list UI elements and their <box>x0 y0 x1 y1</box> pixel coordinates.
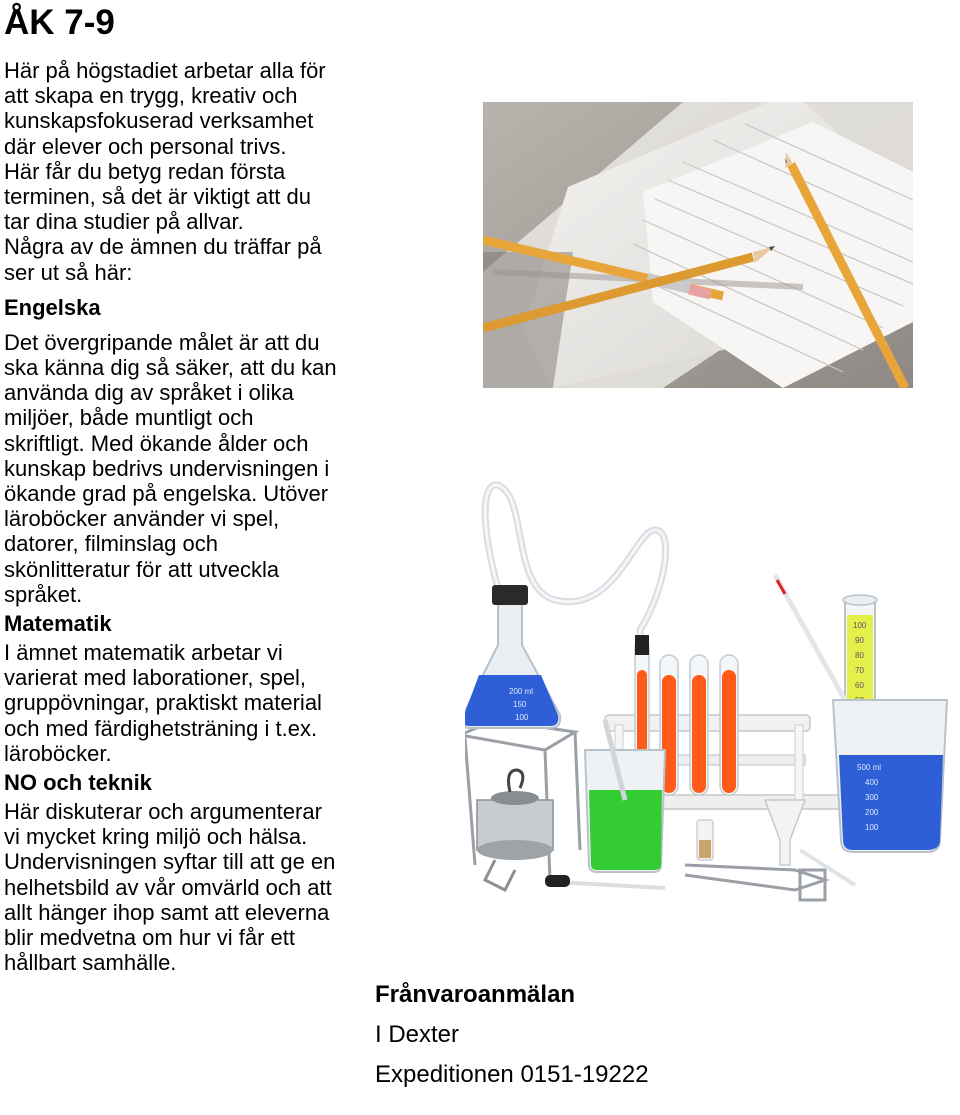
flask-mark-2: 150 <box>513 700 527 709</box>
subject-heading-science: NO och teknik <box>4 770 152 796</box>
subject-text-science-1: Här diskuterar och argumenterar vi mycket kring miljö och hälsa. <box>4 799 322 850</box>
intro-paragraph-3: Några av de ämnen du träffar på ser ut så här: <box>4 234 322 285</box>
cylinder-mark-100: 100 <box>853 621 867 630</box>
page-title: ÅK 7-9 <box>4 3 115 42</box>
beaker-mark-400: 400 <box>865 778 879 787</box>
flask-mark-1: 200 ml <box>509 687 534 696</box>
absence-contact <box>375 975 795 1095</box>
beaker-mark-200: 200 <box>865 808 879 817</box>
beaker-mark-500: 500 ml <box>857 763 882 772</box>
subject-heading-math: Matematik <box>4 611 112 637</box>
subject-text-english: Det övergripande målet är att du ska känna dig så säker, att du kan använda dig av språket i olika miljöer, både muntligt och skriftligt. Med ökande ålder och kunskap bedrivs undervisningen i ökande grad på engelska. Utöver läroböcker använder vi spel, datorer, filminslag och skönlitteratur för att utveckla språket. <box>4 329 337 607</box>
beaker-mark-100: 100 <box>865 823 879 832</box>
beaker-mark-300: 300 <box>865 793 879 802</box>
cylinder-mark-90: 90 <box>855 636 864 645</box>
photo-paper-pencils <box>483 102 913 388</box>
flask-mark-3: 100 <box>515 713 529 722</box>
main-text-column <box>4 58 339 976</box>
intro-paragraph-1: Här på högstadiet arbetar alla för att skapa en trygg, kreativ och kunskapsfokuserad verksamhet där elever och personal trivs. <box>4 58 326 159</box>
contact-line-dexter: I Dexter <box>375 1021 460 1048</box>
cylinder-mark-60: 60 <box>855 681 864 690</box>
subject-text-math: I ämnet matematik arbetar vi varierat med laborationer, spel, gruppövningar, praktiskt material och med färdighetsträning i t.ex. läroböcker. <box>4 640 322 766</box>
subject-text-science-2: Undervisningen syftar till att ge en helhetsbild av vår omvärld och att allt hänger ihop samt att eleverna blir medvetna om hur vi får ett hållbart samhälle. <box>4 849 336 976</box>
contact-line-office-phone: Expeditionen 0151-19222 <box>375 1061 649 1088</box>
contact-heading: Frånvaroanmälan <box>375 981 576 1008</box>
cylinder-mark-70: 70 <box>855 666 864 675</box>
subject-heading-english: Engelska <box>4 294 101 320</box>
cylinder-mark-80: 80 <box>855 651 864 660</box>
intro-paragraph-2: Här får du betyg redan första terminen, så det är viktigt att du tar dina studier på allvar. <box>4 158 311 235</box>
photo-lab-equipment <box>465 470 955 910</box>
